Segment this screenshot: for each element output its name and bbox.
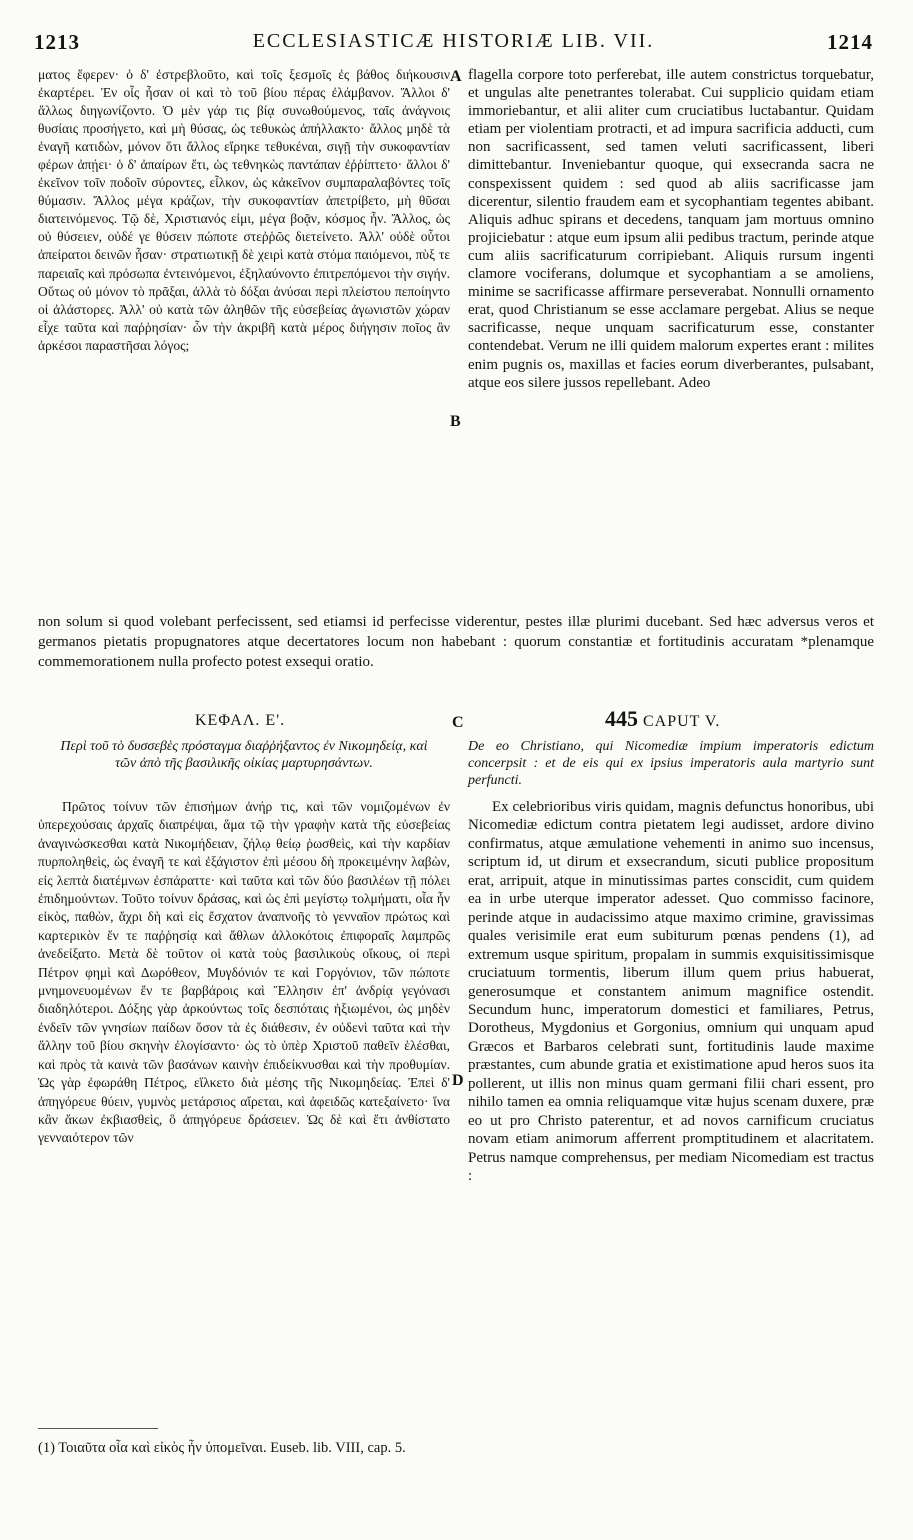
latin-chapter-title: De eo Christiano, qui Nicomediæ impium imperatoris edictum concerpsit : et de eis qui ex ipsius imperatoris aula martyrio sunt perfuncti.	[468, 739, 874, 788]
margin-marker-b: B	[450, 413, 461, 430]
greek-chapter-title: Περὶ τοῦ τὸ δυσσεβὲς πρόσταγμα διαῤῥήξαντος ἐν Νικομηδείᾳ, καὶ τῶν ἀπὸ τῆς βασιλικῆς οἰκίας μαρτυρησάντων.	[60, 739, 428, 771]
margin-marker-a: A	[450, 68, 462, 85]
footnote-rule	[38, 1428, 158, 1429]
latin-chapter-text: Ex celebrioribus viris quidam, magnis defunctus honoribus, ubi Nicomediæ edictum contra pietatem legi audisset, ardore divino confirmatus, atque æmulatione vehementi in animo suo incensus, scriptum id, ut dirum et exsecrandum, sicuti publice propositum erat, arripuit, atque in minutissimas partes conscidit, cum quidem ea in urbe uterque imperator adesset. Quo commisso facinore, perinde atque in audacissimo atque maximo crimine, gravissimas quales verisimile erat eum subiturum pœnas pendens (1), ad extremum usque spiritum, propalam in summis exquisitissimisque cruciatuum tormentis, liberum illum quem prius habuerat, generosumque et constantem animum magnifice ostendit. Secundum hunc, imperatorum domestici et familiares, Petrus, Dorotheus, Mygdonius et Gorgonius, omnium qui unquam apud Græcos et Barbaros celebrati sunt, fortitudinis laude maxime præstantes, cum abunde gratia et existimatione apud heros suos ita pollerent, ut illis non minus quam germani filii chari essent, pro nihilo tamen ea omnia reliquamque vitæ hujus scenam duxere, præ eo ut pro Christo paterentur, et ad novos carnificum cruciatus novam etiam animorum afferrent promptitudinem et alacritatem. Petrus namque comprehensus, per mediam Nicomediam est tractus :	[468, 799, 874, 1185]
greek-column-top: ματος ἔφερεν· ὁ δ' ἐστρεβλοῦτο, καὶ τοῖς ξεσμοῖς ἐς βάθος διήκουσιν ἐκαρτέρει. Ἐν οἷς ἦσαν οἱ καὶ τὸ τοῦ βίου πέρας ἐλάμβανον. Ἄλλοι δ' ἄλλως διηγωνίζοντο. Ὁ μὲν γάρ τις βίᾳ συνωθούμενος, ταῖς ἀνάγνοις θυσίαις προσήγετο, καὶ μὴ θύσας, ὡς τεθυκὼς ἀπήλλακτο· ἄλλος μηδὲ τὰ ἐναγῆ κατιδὼν, μόνον ὅτι ἄλλος εἴρηκε τεθυκέναι, σιγῇ τὴν συκοφαντίαν φέρων ἀπῄει· ὁ δ' ἀπαίρων ἔτι, ὡς τεθνηκὼς παντάπαν ἐῤῥίπτετο· ἄλλοι δ' ἐκεῖνον τοῖν ποδοῖν σύροντες, εἷλκον, ὡς κἀκεῖνον συμπαραλαβόντες τοῖς θύμασιν. Ἄλλος μέγα κράζων, τὴν συκοφαντίαν ἀπετρίβετο, μὴ θῦσαι διατεινόμενος. Τῷ δὲ, Χριστιανός εἰμι, μέγα βοᾷν, κόσμος ἦν. Ἄλλος, ὡς οὐ θύσειεν, οὐδέ γε θύσειν πώποτε στεῤῥῶς διετείνετο. Ἀλλ' οὐδὲ οὗτοι ἀπείρατοι δεινῶν ἦσαν· στρατιωτικῇ δὲ χειρὶ κατὰ στόμα παιόμενοι, πὺξ τε παρειαῖς καὶ πρόσωπα ἐντεινόμενοι, ἐξηλαύνοντο ἐπιτρεπόμενοι τὴν σιγήν. Οὕτως οὐ μόνον τὸ πρᾶξαι, ἀλλὰ τὸ δόξαι ἀνύσαι περὶ πλείστου πεποίηντο οἱ ἀλάστορες. Ἀλλ' οὐ κατὰ τῶν ἀληθῶν τῆς εὐσεβείας ἀγωνιστῶν χώραν εἶχε ταῦτα καὶ παῤῥησίαν· ὧν τὴν ἀκριβῆ κατὰ μέρος διήγησιν ποῖος ἂν ἀρκέσοι παραστῆσαι λόγος;	[38, 67, 450, 353]
page-number-left: 1213	[34, 30, 80, 54]
caput-label: CAPUT V.	[643, 713, 721, 730]
greek-chapter-text: Πρῶτος τοίνυν τῶν ἐπισήμων ἀνήρ τις, καὶ τῶν νομιζομένων ἐν ὑπερεχούσαις ἀρχαῖς διαπρέψαι, ἅμα τῷ τὴν γραφὴν κατὰ τῆς εὐσεβείας ἀναγινώσκεσθαι κατὰ Νικομήδειαν, ζήλῳ θείῳ ῥωσθεὶς, καὶ τὴν καρδίαν πυρποληθεὶς, ὡς ἐναγῆ τε καὶ ἐξάγιστον ἐπὶ μέσου δὴ προκειμένην λαβὼν, εἰς λεπτὰ διατέμνων ἐσπάραττε· καὶ ταῦτα καὶ τῶν δύο βασιλέων τῇ πόλει ἐπιδημούντων. Τοῦτο τοίνυν δράσας, καὶ ὡς ἐπὶ μεγίστῳ τολμήματι, οἷα ἦν εἰκὸς, παθὼν, ἄχρι δὴ καὶ εἰς ἔσχατον ἀναπνοῆς τὸ γενναῖον πρώτως καὶ καρτερικὸν ἔν τε παῤῥησίᾳ καὶ ἄθλων ἀλλοκότοις ἐπιφοραῖς λαμπρῶς ἀνεδείξατο. Μετὰ δὲ τοῦτον οἱ κατὰ τοὺς βασιλικοὺς οἴκους, οἱ περὶ Πέτρον φημὶ καὶ Δωρόθεον, Μυγδόνιόν τε καὶ Γοργόνιον, τῶν πώποτε μνημονευομένων ἔν τε βαρβάροις καὶ Ἕλλησιν ἐπ' ἀνδρίᾳ γεγόνασι διαδηλότεροι. Δόξης γὰρ ἀρκούντως τοῖς δεσπόταις ἠξιωμένοι, ὡς μηδὲν ἐνδεῖν τῶν γνησίων παίδων ὅσον τὰ ἐς διάθεσιν, ἐν οὐδενὶ ταῦτα καὶ τὴν ἄλλην τοῦ βίου σκηνὴν ἐλογίσαντο· ὡς τὸ ὑπὲρ Χριστοῦ παθεῖν ἑλέσθαι, καὶ πρὸς τὰ καινὰ τῶν βασάνων καινὴν ἐπιδείκνυσθαι καὶ τὴν προθυμίαν. Ὡς γὰρ ἐφωράθη Πέτρος, εἵλκετο διὰ μέσης τῆς Νικομηδείας. Ἐπεὶ δ' ἀπηγόρευε θύειν, γυμνὸς μετάρσιος αἴρεται, καὶ ἀφειδῶς κατεξαίνετο· ἵνα κἂν ἄκων ἐκβιασθεὶς, ὃ ἀπηγόρευε δράσειεν. Ὡς δὲ καὶ ἔτι ἀνθίστατο γενναιότερον τῶν	[38, 799, 450, 1146]
page-number-right: 1214	[827, 30, 873, 54]
latin-column-top: flagella corpore toto perferebat, ille autem constrictus torquebatur, et ungulas alte penetrantes tolerabat. Cui supplicio quidam etiam immoriebantur, et alii aliter cum cruciatibus luctabantur. Quidam etiam per violentiam protracti, et ad impura sacrificia adducti, cum non sacrificassent, sed tamen veluti sacrificassent, liberi dimittebantur. Inveniebantur quoque, qui exsecranda sacra ne conspexissent quidem : sed quod ab aliis sacrificasse jam dicerentur, silentio fraudem eam et sycophantiam tegentes abibant. Aliquis adhuc spirans et decedens, tanquam jam mortuus omnino projiciebatur : atque eum ipsum alii pedibus tractum, perinde atque cum aliis sacrificaturum corripiebant. Aliquis rursum ingenti clamore vociferans, dolumque et sycophantiam a se amoliens, minime se sacrificasse affirmare perseverabat. Nonnulli ornamento erat, quod Christianum se esse acclamare pergebat. Alius se neque sacrificasse, neque unquam sacrificaturum esse, constanter contendebat. Verum ne illi quidem malorum expertes erant : milites enim pugnis os, maxillas et facies eorum diverberantes, pulsabant, atque eos silere jussos repellebant. Adeo	[468, 67, 874, 391]
latin-full-width-paragraph: non solum si quod volebant perfecissent, sed etiamsi id perfecisse viderentur, pestes illæ plurimi ducebant. Sed hæc adversus veros et germanos pietatis propugnatores atque decertatores locum non habebant : quorum constantiæ et fortitudinis accuratam *plenamque commemorationem nulla profecto potest exsequi oratio.	[38, 614, 874, 670]
column-number: 445	[605, 706, 638, 731]
greek-chapter-heading: ΚΕΦΑΛ. Ε'.	[195, 712, 286, 729]
margin-marker-c: C	[452, 714, 464, 731]
running-title: ECCLESIASTICÆ HISTORIÆ LIB. VII.	[252, 30, 655, 52]
margin-marker-d: D	[452, 1072, 464, 1089]
running-header	[34, 30, 873, 64]
footnote: (1) Τοιαῦτα οἷα καὶ εἰκὸς ἦν ὑπομεῖναι. Euseb. lib. VIII, cap. 5.	[38, 1440, 406, 1456]
latin-chapter-heading	[605, 706, 720, 732]
